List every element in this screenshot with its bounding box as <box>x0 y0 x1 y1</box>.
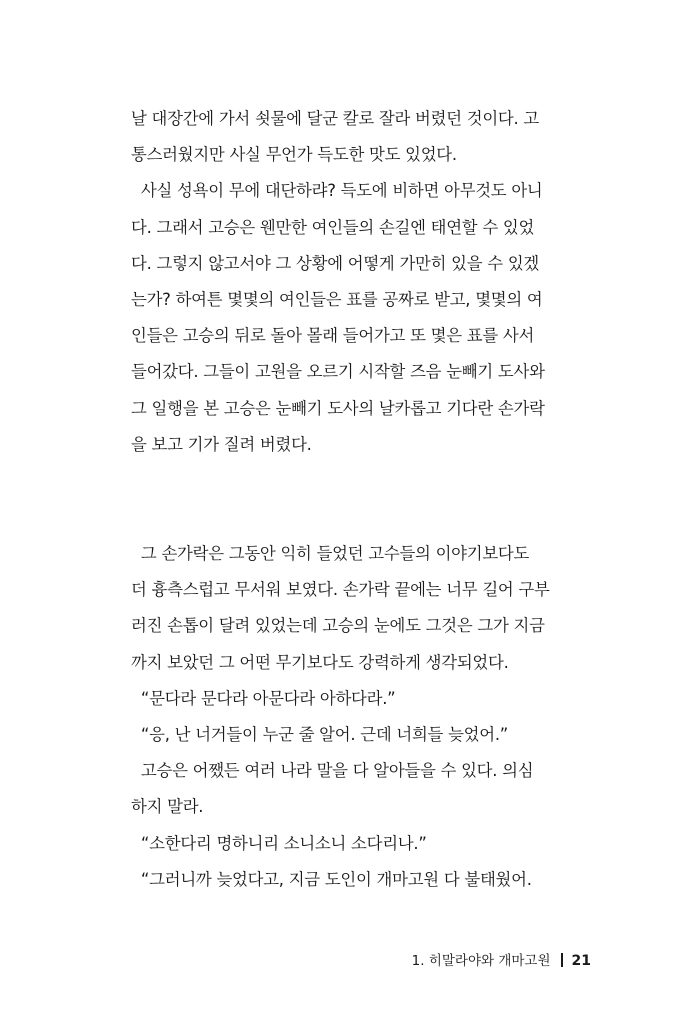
text-line: 하지 말라. <box>131 797 204 817</box>
text-line: 날 대장간에 가서 쇳물에 달군 칼로 잘라 버렸던 것이다. 고 <box>131 109 540 128</box>
page-footer <box>412 951 591 971</box>
chapter-title: 1. 히말라야와 개마고원 <box>411 953 551 969</box>
text-line: 들어갔다. 그들이 고원을 오르기 시작할 즈음 눈빼기 도사와 <box>131 362 545 382</box>
text-section-1 <box>131 101 591 463</box>
text-line: 고승은 어쨌든 여러 나라 말을 다 알아들을 수 있다. 의심 <box>131 761 534 781</box>
page-number: 21 <box>571 953 591 969</box>
text-line: 까지 보았던 그 어떤 무기보다도 강력하게 생각되었다. <box>131 652 509 672</box>
text-line: 을 보고 기가 질려 버렸다. <box>131 434 312 454</box>
text-line: “그러니까 늦었다고, 지금 도인이 개마고원 다 불태웠어. <box>131 869 532 889</box>
footer-separator <box>561 953 563 967</box>
text-line: 통스러웠지만 사실 무언가 득도한 맛도 있었다. <box>131 145 457 165</box>
text-line: 사실 성욕이 무에 대단하랴? 득도에 비하면 아무것도 아니 <box>131 181 543 201</box>
text-line: 더 흉측스럽고 무서워 보였다. 손가락 끝에는 너무 길어 구부 <box>131 580 550 600</box>
text-line: 러진 손톱이 달려 있었는데 고승의 눈에도 그것은 그가 지금 <box>131 616 545 636</box>
text-line: “응, 난 너거들이 누군 줄 알어. 근데 너희들 늦었어.” <box>131 724 509 744</box>
text-line: 그 일행을 본 고승은 눈빼기 도사의 날카롭고 기다란 손가락 <box>131 398 545 418</box>
text-line: 다. 그래서 고승은 웬만한 여인들의 손길엔 태연할 수 있었 <box>131 217 535 237</box>
text-line: 그 손가락은 그동안 익히 들었던 고수들의 이야기보다도 <box>131 544 530 563</box>
text-line: 인들은 고승의 뒤로 돌아 몰래 들어가고 또 몇은 표를 사서 <box>131 326 535 346</box>
text-line: 는가? 하여튼 몇몇의 여인들은 표를 공짜로 받고, 몇몇의 여 <box>131 289 543 309</box>
text-line: “소한다리 명하니리 소니소니 소다리나.” <box>131 833 427 853</box>
text-section-2 <box>131 536 591 898</box>
text-line: 다. 그렇지 않고서야 그 상황에 어떻게 가만히 있을 수 있겠 <box>131 253 540 273</box>
text-line: “문다라 문다라 아문다라 아하다라.” <box>131 688 396 708</box>
